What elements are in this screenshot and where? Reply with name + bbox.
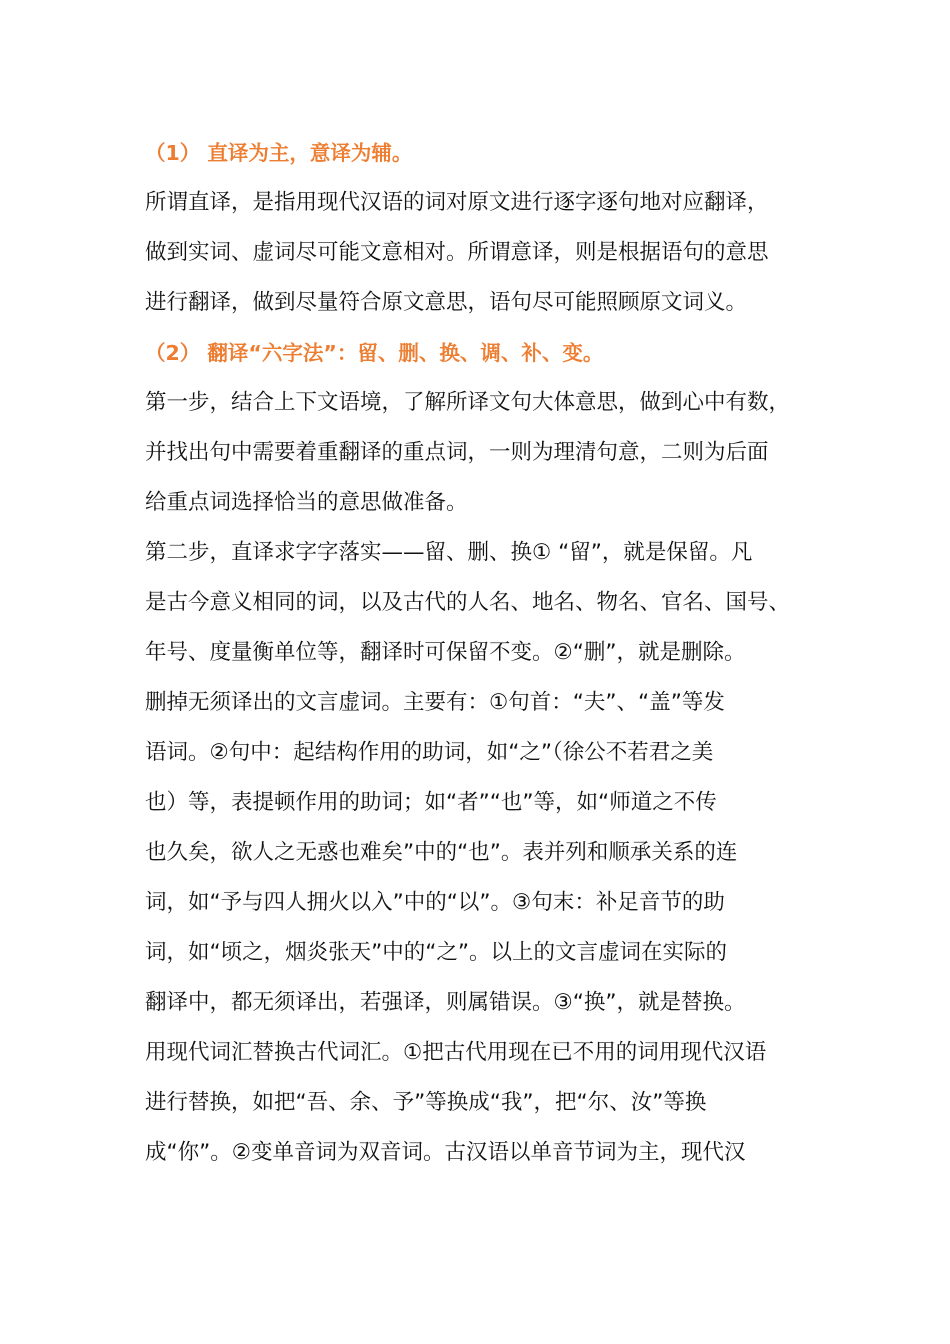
paragraph-line: 语词。②句中：起结构作用的助词，如“之”（徐公不若君之美 — [145, 740, 714, 765]
paragraph-line: 做到实词、虚词尽可能文意相对。所谓意译，则是根据语句的意思 — [145, 240, 769, 265]
heading-six-character-method: （2） 翻译“六字法”：留、删、换、调、补、变。 — [145, 341, 604, 365]
paragraph-line: 第一步，结合上下文语境，了解所译文句大体意思，做到心中有数， — [145, 390, 791, 415]
paragraph-line: 用现代词汇替换古代词汇。①把古代用现在已不用的词用现代汉语 — [145, 1040, 767, 1065]
paragraph-line: 进行翻译，做到尽量符合原文意思，语句尽可能照顾原文词义。 — [145, 290, 748, 315]
paragraph-line: 并找出句中需要着重翻译的重点词，一则为理清句意，二则为后面 — [145, 440, 769, 465]
paragraph-line: 是古今意义相同的词，以及古代的人名、地名、物名、官名、国号、 — [145, 590, 791, 615]
paragraph-line: 删掉无须译出的文言虚词。主要有：①句首：“夫”、“盖”等发 — [145, 690, 725, 715]
paragraph-line: 词，如“予与四人拥火以入”中的“以”。③句末：补足音节的助 — [145, 890, 725, 915]
paragraph-line: 第二步，直译求字字落实——留、删、换① “留”，就是保留。凡 — [145, 540, 753, 565]
paragraph-line: 也久矣，欲人之无惑也难矣”中的“也”。表并列和顺承关系的连 — [145, 840, 738, 865]
paragraph-line: 也）等，表提顿作用的助词；如“者”“也”等，如“师道之不传 — [145, 790, 717, 815]
paragraph-line: 年号、度量衡单位等，翻译时可保留不变。②“删”，就是删除。 — [145, 640, 746, 665]
document-body — [145, 128, 825, 1178]
heading-literal-translation: （1） 直译为主，意译为辅。 — [145, 141, 413, 165]
paragraph-line: 进行替换，如把“吾、余、予”等换成“我”，把“尔、汝”等换 — [145, 1090, 707, 1115]
paragraph-line: 词，如“顷之，烟炎张天”中的“之”。以上的文言虚词在实际的 — [145, 940, 728, 965]
paragraph-line: 所谓直译，是指用现代汉语的词对原文进行逐字逐句地对应翻译， — [145, 190, 769, 215]
paragraph-line: 翻译中，都无须译出，若强译，则属错误。③“换”，就是替换。 — [145, 990, 746, 1015]
paragraph-line: 成“你”。②变单音词为双音词。古汉语以单音节词为主，现代汉 — [145, 1140, 746, 1165]
paragraph-line: 给重点词选择恰当的意思做准备。 — [145, 490, 468, 515]
